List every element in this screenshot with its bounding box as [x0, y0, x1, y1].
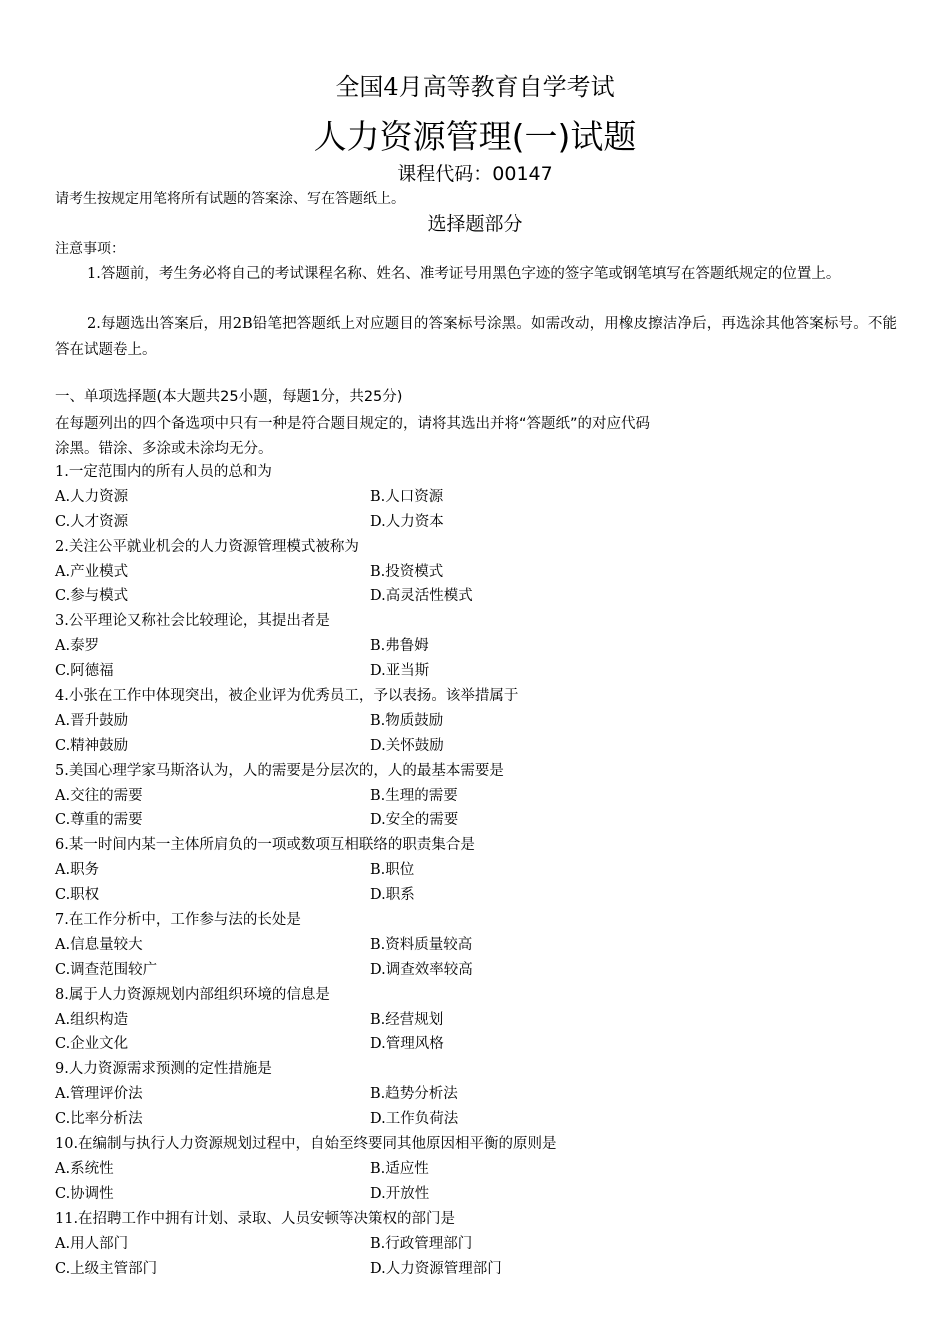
question-stem: 10.在编制与执行人力资源规划过程中，自始至终要同其他原因相平衡的原则是: [55, 1136, 557, 1153]
option-c: C.精神鼓励: [55, 737, 129, 754]
question-stem: 8.属于人力资源规划内部组织环境的信息是: [55, 986, 330, 1003]
option-d: D.职系: [370, 887, 415, 904]
option-row: [55, 1257, 915, 1282]
question-stem: 6.某一时间内某一主体所肩负的一项或数项互相联络的职责集合是: [55, 837, 475, 854]
option-c: C.职权: [55, 887, 100, 904]
option-d: D.安全的需要: [370, 812, 459, 829]
option-b: B.适应性: [370, 1160, 429, 1177]
question-6: [55, 833, 915, 908]
option-c: C.尊重的需要: [55, 812, 143, 829]
option-row: [55, 560, 915, 585]
option-row: [55, 634, 915, 659]
question-10: [55, 1132, 915, 1207]
question-2: [55, 535, 915, 610]
option-d: D.人力资源管理部门: [370, 1260, 502, 1277]
exam-name-heading: 全国4月高等教育自学考试: [335, 73, 615, 101]
option-row: [55, 485, 915, 510]
section-instruction: 在每题列出的四个备选项中只有一种是符合题目规定的，请将其选出并将“答题纸”的对应代码涂黑。错涂、多涂或未涂均无分。: [55, 416, 651, 457]
option-b: B.生理的需要: [370, 787, 458, 804]
question-stem: 5.美国心理学家马斯洛认为，人的需要是分层次的，人的最基本需要是: [55, 762, 504, 779]
option-a: A.管理评价法: [55, 1086, 143, 1103]
general-instruction: 请考生按规定用笔将所有试题的答案涂、写在答题纸上。: [55, 191, 405, 207]
option-d: D.开放性: [370, 1185, 430, 1202]
option-c: C.比率分析法: [55, 1111, 143, 1128]
option-row: [55, 1008, 915, 1033]
option-a: A.泰罗: [55, 638, 100, 655]
option-a: A.交往的需要: [55, 787, 143, 804]
note-1: 1.答题前，考生务必将自己的考试课程名称、姓名、准考证号用黑色字迹的签字笔或钢笔填写在答题纸规定的位置上。: [87, 266, 841, 282]
section-title: 一、单项选择题(本大题共25小题，每题1分，共25分): [55, 389, 403, 405]
option-d: D.亚当斯: [370, 663, 430, 680]
question-stem: 4.小张在工作中体现突出，被企业评为优秀员工，予以表扬。该举措属于: [55, 688, 519, 705]
option-a: A.职务: [55, 862, 100, 879]
option-row: [55, 1082, 915, 1107]
option-row: [55, 1182, 915, 1207]
option-b: B.弗鲁姆: [370, 638, 429, 655]
option-b: B.资料质量较高: [370, 936, 473, 953]
option-d: D.管理风格: [370, 1036, 444, 1053]
option-c: C.调查范围较广: [55, 961, 158, 978]
question-stem: 2.关注公平就业机会的人力资源管理模式被称为: [55, 538, 359, 555]
option-row: [55, 784, 915, 809]
notes-label: 注意事项：: [55, 241, 125, 257]
option-c: C.阿德福: [55, 663, 114, 680]
option-c: C.协调性: [55, 1185, 114, 1202]
option-a: A.组织构造: [55, 1011, 129, 1028]
option-row: [55, 510, 915, 535]
question-9: [55, 1057, 915, 1132]
option-row: [55, 1157, 915, 1182]
question-list: [55, 460, 915, 1281]
option-b: B.行政管理部门: [370, 1235, 473, 1252]
option-row: [55, 709, 915, 734]
question-8: [55, 983, 915, 1058]
question-stem: 11.在招聘工作中拥有计划、录取、人员安顿等决策权的部门是: [55, 1210, 456, 1227]
question-stem: 9.人力资源需求预测的定性措施是: [55, 1061, 272, 1078]
question-3: [55, 609, 915, 684]
option-row: [55, 659, 915, 684]
option-c: C.企业文化: [55, 1036, 129, 1053]
option-a: A.人力资源: [55, 488, 129, 505]
question-stem: 7.在工作分析中，工作参与法的长处是: [55, 912, 301, 929]
option-a: A.信息量较大: [55, 936, 143, 953]
option-row: [55, 1107, 915, 1132]
question-7: [55, 908, 915, 983]
option-d: D.调查效率较高: [370, 961, 473, 978]
option-a: A.产业模式: [55, 563, 129, 580]
option-b: B.投资模式: [370, 563, 444, 580]
option-row: [55, 1032, 915, 1057]
option-b: B.经营规划: [370, 1011, 444, 1028]
option-b: B.趋势分析法: [370, 1086, 458, 1103]
option-row: [55, 1232, 915, 1257]
option-b: B.人口资源: [370, 488, 444, 505]
question-11: [55, 1207, 915, 1282]
question-1: [55, 460, 915, 535]
option-row: [55, 584, 915, 609]
option-row: [55, 958, 915, 983]
question-4: [55, 684, 915, 759]
option-a: A.系统性: [55, 1160, 114, 1177]
subject-title: 人力资源管理(一)试题: [313, 117, 637, 156]
option-row: [55, 734, 915, 759]
question-stem: 3.公平理论又称社会比较理论，其提出者是: [55, 613, 330, 630]
option-d: D.人力资本: [370, 513, 444, 530]
option-d: D.关怀鼓励: [370, 737, 444, 754]
option-c: C.上级主管部门: [55, 1260, 158, 1277]
part-heading: 选择题部分: [427, 213, 523, 235]
option-a: A.晋升鼓励: [55, 712, 129, 729]
option-row: [55, 933, 915, 958]
question-stem: 1.一定范围内的所有人员的总和为: [55, 464, 272, 480]
option-b: B.物质鼓励: [370, 712, 444, 729]
option-b: B.职位: [370, 862, 415, 879]
option-row: [55, 883, 915, 908]
question-5: [55, 759, 915, 834]
option-row: [55, 808, 915, 833]
note-2: 2.每题选出答案后，用2B铅笔把答题纸上对应题目的答案标号涂黑。如需改动，用橡皮擦洁净后，再选涂其他答案标号。不能答在试题卷上。: [55, 316, 897, 358]
option-row: [55, 858, 915, 883]
option-d: D.工作负荷法: [370, 1111, 459, 1128]
option-a: A.用人部门: [55, 1235, 129, 1252]
option-c: C.参与模式: [55, 588, 129, 605]
option-c: C.人才资源: [55, 513, 129, 530]
course-code: 课程代码：00147: [397, 163, 553, 185]
option-d: D.高灵活性模式: [370, 588, 473, 605]
